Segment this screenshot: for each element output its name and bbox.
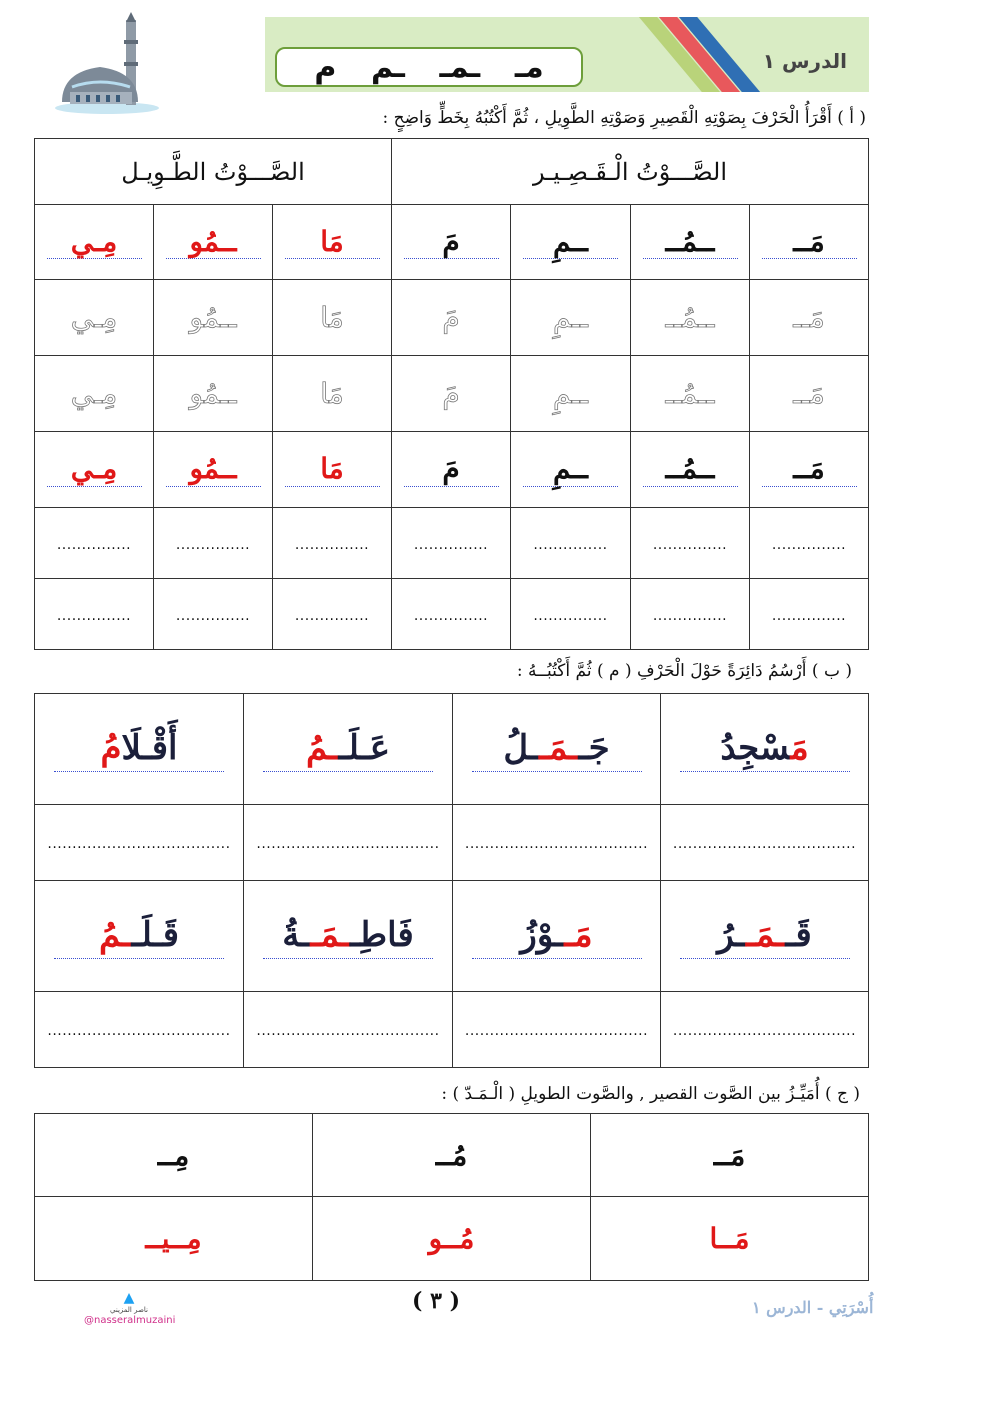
trace-letter: ــمِ — [552, 377, 589, 410]
trace-letter: مَــ — [793, 301, 825, 334]
word-part: أَقْـلَا — [121, 728, 178, 769]
word-cell[interactable] — [35, 881, 244, 992]
trace-cell[interactable] — [154, 356, 273, 432]
letter-form: مَ — [404, 225, 499, 260]
dotted-line: ..................................... — [464, 836, 649, 852]
form-cell — [511, 432, 631, 508]
writing-cell[interactable] — [661, 992, 869, 1068]
word-part: قَـ — [785, 915, 812, 956]
long-sound: مَــا — [709, 1222, 750, 1255]
form-cell — [392, 205, 511, 280]
trace-letter: مَ — [442, 301, 460, 334]
dotted-line: ............... — [771, 536, 847, 553]
letter-form: مـ — [514, 49, 544, 85]
dotted-line: ............... — [413, 607, 489, 624]
word-part: سْجِدُ — [720, 728, 791, 769]
letter-form: ــمِ — [523, 225, 618, 260]
trace-letter: ــمِ — [552, 301, 589, 334]
word-part: فَاطِـ — [350, 915, 414, 956]
letter-form: مِـي — [47, 452, 142, 487]
letter-form: ــمُــ — [643, 225, 738, 260]
highlighted-letter: ـمُ — [305, 728, 339, 769]
writing-cell[interactable] — [453, 805, 661, 881]
trace-cell[interactable] — [511, 356, 631, 432]
form-cell — [631, 205, 750, 280]
dotted-line: ..................................... — [672, 836, 857, 852]
writing-cell[interactable] — [35, 508, 154, 579]
dotted-line: ............... — [175, 536, 251, 553]
writing-cell[interactable] — [273, 508, 392, 579]
writing-cell[interactable] — [750, 508, 869, 579]
word-part: ـلُ — [503, 728, 540, 769]
dotted-line: ............... — [533, 536, 608, 553]
mosque-icon — [52, 12, 162, 117]
letter-forms-box — [275, 47, 583, 87]
highlighted-letter: ـمُ — [98, 915, 132, 956]
writing-cell[interactable] — [35, 579, 154, 650]
twitter-icon: ▲ — [123, 1290, 135, 1306]
short-sound-cell — [35, 1114, 313, 1197]
writing-cell[interactable] — [661, 805, 869, 881]
dotted-line: ..................................... — [256, 836, 440, 852]
letter-form: مَا — [285, 225, 380, 260]
letter-form: ــمُو — [166, 452, 261, 487]
dotted-line: ..................................... — [464, 1023, 649, 1039]
instruction-b: ( ب ) أَرْسُمُ دَائِرَةً حَوْلَ الْحَرْفِ ( م ) ثُمَّ أَكْتُبُــهُ : — [516, 661, 852, 681]
trace-cell[interactable] — [392, 280, 511, 356]
trace-letter: ــمُو — [189, 377, 237, 410]
writing-cell[interactable] — [453, 992, 661, 1068]
form-cell — [511, 205, 631, 280]
long-sound-cell — [35, 1197, 313, 1281]
letter-form: مَا — [285, 452, 380, 487]
word-cell[interactable] — [35, 694, 244, 805]
trace-cell[interactable] — [273, 280, 392, 356]
word-cell[interactable] — [661, 881, 869, 992]
word-part: ـةُ — [282, 915, 311, 956]
word-cell[interactable] — [244, 694, 453, 805]
word — [263, 726, 433, 771]
word — [54, 913, 224, 958]
letter-form: مِـي — [47, 225, 142, 260]
writing-cell[interactable] — [154, 508, 273, 579]
long-sound: مُــو — [428, 1222, 475, 1255]
form-cell — [750, 432, 869, 508]
trace-letter: مِـي — [70, 377, 118, 410]
word-part: جَـ — [578, 728, 610, 769]
long-sound-cell — [313, 1197, 591, 1281]
page-number: ( ٣ ) — [412, 1288, 460, 1314]
word — [263, 913, 433, 958]
dotted-line: ............... — [652, 536, 728, 553]
letter-form: ــمِ — [523, 452, 618, 487]
dotted-line: ............... — [533, 607, 608, 624]
dotted-line: ..................................... — [47, 1023, 231, 1039]
word-part: قَـلَـ — [131, 915, 180, 956]
author-name: ناصر المزيني — [110, 1306, 148, 1314]
writing-cell[interactable] — [631, 579, 750, 650]
form-cell — [35, 432, 154, 508]
trace-cell[interactable] — [392, 356, 511, 432]
book-title: أُسْرَتِي - الدرس ١ — [752, 1298, 874, 1317]
form-cell — [273, 432, 392, 508]
short-sound: مَــ — [713, 1138, 746, 1172]
form-cell — [35, 205, 154, 280]
trace-cell[interactable] — [631, 356, 750, 432]
writing-cell[interactable] — [273, 579, 392, 650]
section-b-table — [34, 693, 869, 1068]
letter-form: ــمُــ — [643, 452, 738, 487]
trace-letter: مَــ — [793, 377, 825, 410]
writing-cell[interactable] — [154, 579, 273, 650]
trace-letter: مَ — [442, 377, 460, 410]
trace-cell[interactable] — [273, 356, 392, 432]
word-cell[interactable] — [661, 694, 869, 805]
writing-cell[interactable] — [392, 579, 511, 650]
word — [680, 726, 850, 771]
trace-letter: مَا — [320, 377, 344, 410]
writing-cell[interactable] — [244, 992, 453, 1068]
trace-cell[interactable] — [750, 280, 869, 356]
letter-form: ــمُو — [166, 225, 261, 260]
trace-cell[interactable] — [35, 356, 154, 432]
short-sound-cell — [591, 1114, 869, 1197]
highlighted-letter: مُ — [100, 728, 122, 769]
form-cell — [154, 205, 273, 280]
dotted-line: ............... — [294, 607, 370, 624]
dotted-line: ............... — [652, 607, 728, 624]
word-part: ـوْزُ — [520, 915, 565, 956]
instruction-a: ( أ ) أَقْرَأُ الْحَرْفَ بِصَوْتِهِ الْقَصِيرِ وَصَوْتِهِ الطَّوِيلِ ، ثُمَّ أَكْتُبُهُ بِخَطٍّ وَاضِحٍ : — [382, 108, 866, 128]
twitter-credit[interactable] — [84, 1290, 174, 1326]
trace-cell[interactable] — [35, 280, 154, 356]
writing-cell[interactable] — [35, 992, 244, 1068]
trace-cell[interactable] — [154, 280, 273, 356]
letter-form: مَ — [404, 452, 499, 487]
short-sound: مُــ — [435, 1138, 468, 1172]
highlighted-letter: ـمَـ — [539, 728, 579, 769]
highlighted-letter: مَ — [790, 728, 809, 769]
form-cell — [631, 432, 750, 508]
word-cell[interactable] — [244, 881, 453, 992]
dotted-line: ............... — [56, 607, 132, 624]
dotted-line: ..................................... — [672, 1023, 857, 1039]
dotted-line: ............... — [413, 536, 489, 553]
writing-cell[interactable] — [35, 805, 244, 881]
writing-cell[interactable] — [631, 508, 750, 579]
highlighted-letter: مَـ — [564, 915, 593, 956]
word — [472, 726, 642, 771]
dotted-line: ............... — [771, 607, 847, 624]
dotted-line: ..................................... — [47, 836, 231, 852]
instruction-c: ( ج ) أُمَيِّـزُ بين الصَّوت القصير , والصَّوت الطويلِ ( الْـمَـدّ ) : — [441, 1084, 860, 1104]
word — [472, 913, 642, 958]
word-part: ـرُ — [717, 915, 746, 956]
writing-cell[interactable] — [511, 579, 631, 650]
letter-form: ـمـ — [439, 49, 481, 85]
dotted-line: ............... — [175, 607, 251, 624]
long-sound-heading: الصَّـــوْتُ الطَّـوِيـل — [35, 139, 392, 205]
writing-cell[interactable] — [392, 508, 511, 579]
trace-letter: ــمُــ — [665, 377, 715, 410]
word-part: عَـلَـ — [338, 728, 391, 769]
trace-letter: مِـي — [70, 301, 118, 334]
form-cell — [273, 205, 392, 280]
lesson-label: الدرس ١ — [762, 49, 847, 73]
trace-letter: ــمُو — [189, 301, 237, 334]
highlighted-letter: ـمَـ — [310, 915, 351, 956]
trace-cell[interactable] — [511, 280, 631, 356]
short-sound: مِــ — [157, 1138, 190, 1172]
letter-form: مَــ — [762, 452, 857, 487]
long-sound-cell — [591, 1197, 869, 1281]
short-sound-heading: الصَّـــوْتُ الْـقَـصِـيـر — [392, 139, 869, 205]
short-sound-cell — [313, 1114, 591, 1197]
highlighted-letter: ـمَـ — [745, 915, 786, 956]
trace-cell[interactable] — [631, 280, 750, 356]
long-sound: مِــيــ — [145, 1222, 202, 1255]
form-cell — [154, 432, 273, 508]
trace-letter: ــمُــ — [665, 301, 715, 334]
letter-form: ـم — [371, 49, 405, 85]
dotted-line: ............... — [294, 536, 370, 553]
trace-cell[interactable] — [750, 356, 869, 432]
writing-cell[interactable] — [511, 508, 631, 579]
dotted-line: ..................................... — [256, 1023, 440, 1039]
letter-form: م — [314, 49, 337, 85]
form-cell — [750, 205, 869, 280]
writing-cell[interactable] — [750, 579, 869, 650]
word-cell[interactable] — [453, 694, 661, 805]
word — [54, 726, 224, 771]
twitter-handle: @nasseralmuzaini — [84, 1315, 176, 1326]
writing-cell[interactable] — [244, 805, 453, 881]
dotted-line: ............... — [56, 536, 132, 553]
trace-letter: مَا — [320, 301, 344, 334]
section-a-table — [34, 138, 869, 650]
word — [680, 913, 850, 958]
section-c-table — [34, 1113, 869, 1281]
word-cell[interactable] — [453, 881, 661, 992]
letter-form: مَــ — [762, 225, 857, 260]
form-cell — [392, 432, 511, 508]
